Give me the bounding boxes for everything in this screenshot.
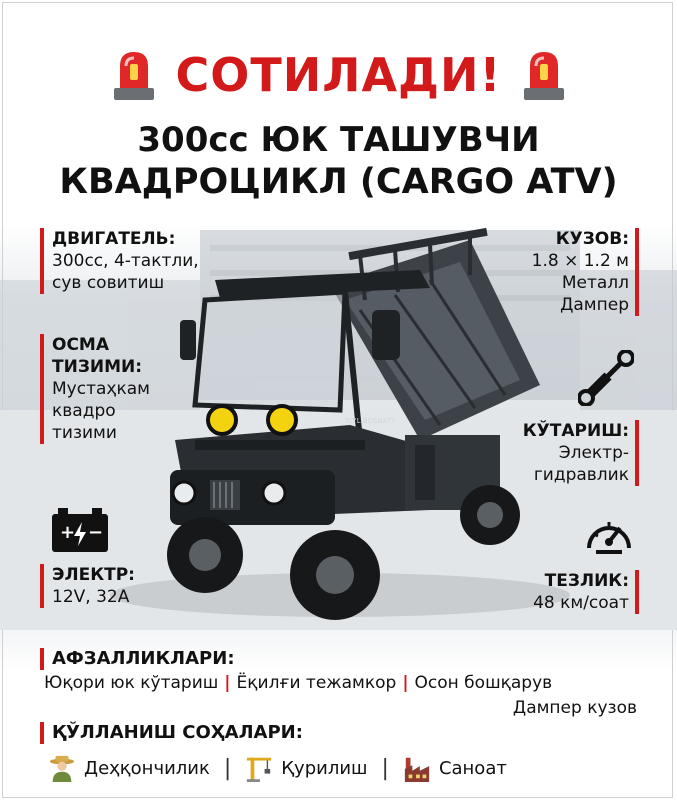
spec-suspension-line3: тизими xyxy=(52,423,117,443)
spec-speed xyxy=(533,570,639,614)
siren-icon-right xyxy=(524,48,564,102)
vehicle-badge: TO'L BOSNATY xyxy=(345,417,396,425)
spec-suspension-line1: Мустаҳкам xyxy=(52,379,150,399)
spec-body-line1: 1.8 × 1.2 м xyxy=(531,251,629,271)
speedometer-icon xyxy=(584,512,634,556)
svg-text:+: + xyxy=(60,522,76,543)
usage-item-label: Саноат xyxy=(438,757,507,779)
spec-suspension-label2: ТИЗИМИ: xyxy=(52,357,143,377)
spec-electric-label: ЭЛЕКТР: xyxy=(52,565,135,585)
spec-engine-line1: 300cc, 4-тактли, xyxy=(52,251,199,271)
advantages-list xyxy=(44,673,552,693)
headlight-right xyxy=(263,482,285,504)
spec-lift-label: КЎТАРИШ: xyxy=(522,421,629,441)
usage-item-construction xyxy=(245,754,367,782)
advantage-item: Дампер кузов xyxy=(512,698,637,718)
hydraulic-cylinder-icon xyxy=(578,350,634,406)
title-row xyxy=(0,40,677,110)
spec-lift-line2: гидравлик xyxy=(533,465,629,485)
spec-body xyxy=(532,228,639,316)
headlight-left xyxy=(173,482,195,504)
spec-suspension xyxy=(40,334,150,444)
spec-engine-label: ДВИГАТЕЛЬ: xyxy=(52,229,176,249)
page-title: СОТИЛАДИ! xyxy=(175,48,502,102)
spec-engine-line2: сув совитиш xyxy=(52,273,165,293)
subtitle-line-1: 300cc ЮК ТАШУВЧИ xyxy=(137,120,540,160)
crane-icon xyxy=(245,754,273,782)
fog-light-left xyxy=(208,406,236,434)
spec-speed-label: ТЕЗЛИК: xyxy=(544,571,629,591)
usage-item-industry xyxy=(403,754,507,782)
separator: | xyxy=(402,673,409,693)
spec-suspension-line2: квадро xyxy=(52,401,116,421)
spec-lift xyxy=(523,420,639,486)
spec-speed-value: 48 км/соат xyxy=(533,593,629,613)
separator: | xyxy=(224,673,231,693)
siren-icon-left xyxy=(114,48,154,102)
usage-title: ҚЎЛЛАНИШ СОҲАЛАРИ: xyxy=(40,722,303,744)
spec-lift-line1: Электр- xyxy=(558,443,629,463)
spec-electric xyxy=(40,564,135,608)
separator: | xyxy=(223,755,232,781)
spec-body-line3: Дампер xyxy=(560,295,629,315)
usage-item-farming xyxy=(48,754,210,782)
spec-body-line2: Металл xyxy=(561,273,629,293)
spec-suspension-label1: ОСМА xyxy=(52,335,110,355)
advantage-item: Осон бошқарув xyxy=(414,673,553,693)
svg-text:−: − xyxy=(88,522,104,543)
advantage-item: Ёқилғи тежамкор xyxy=(236,673,397,693)
spec-body-label: КУЗОВ: xyxy=(555,229,629,249)
usage-item-label: Қурилиш xyxy=(281,757,368,779)
advantage-item: Юқори юк кўтариш xyxy=(44,673,219,693)
spec-electric-value: 12V, 32A xyxy=(52,587,130,607)
factory-icon xyxy=(403,754,431,782)
subtitle-line-2: КВАДРОЦИКЛ (CARGO ATV) xyxy=(59,162,618,202)
battery-icon xyxy=(52,508,108,552)
usage-item-label: Деҳқончилик xyxy=(84,757,210,779)
separator: | xyxy=(381,755,389,781)
fog-light-right xyxy=(268,406,296,434)
spec-engine xyxy=(40,228,199,294)
farmer-icon xyxy=(48,754,76,782)
advantages-title: АФЗАЛЛИКЛАРИ: xyxy=(40,648,235,670)
usage-list xyxy=(48,754,507,782)
